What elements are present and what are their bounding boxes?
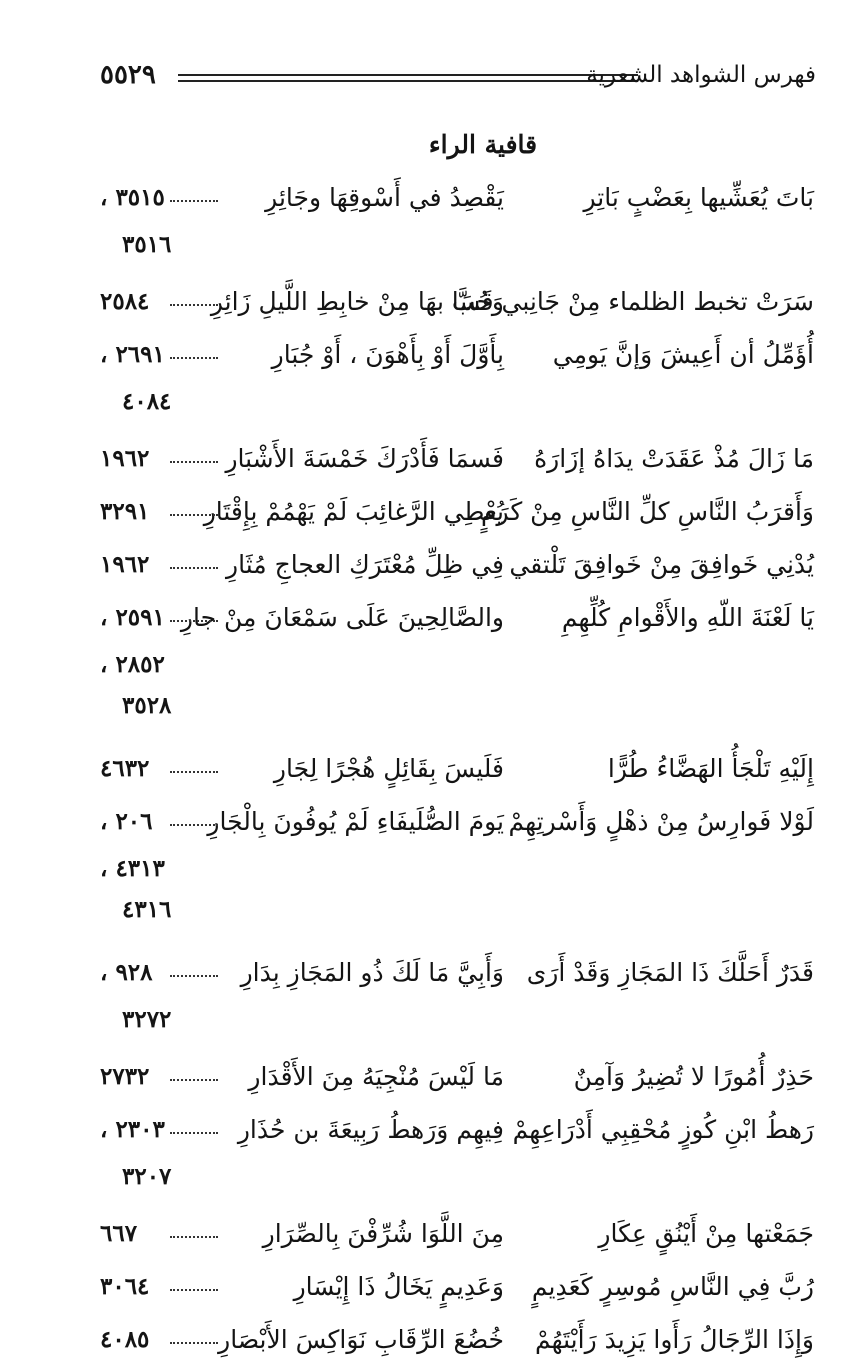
verse-line xyxy=(100,802,814,842)
reference-number: ٢٠٦ ، xyxy=(100,808,153,835)
verse-line xyxy=(100,1057,814,1097)
second-hemistich: وَعَدِيمٍ يَخَالُ ذَا إِيْسَارِ xyxy=(293,1272,504,1301)
verse-line xyxy=(100,439,814,479)
leader-dots xyxy=(170,771,218,773)
leader-dots xyxy=(170,357,218,359)
first-hemistich: رَهطُ ابْنِ كُوزٍ مُحْقِبِي أَدْرَاعِهِمْ xyxy=(512,1115,814,1144)
verse-line xyxy=(100,335,814,375)
reference-number: ١٩٦٢ xyxy=(100,445,150,472)
second-hemistich: خُضُعَ الرِّقَابِ نَوَاكِسَ الأَبْصَارِ xyxy=(218,1325,504,1354)
reference-number: ٦٦٧ xyxy=(100,1220,138,1247)
reference-number: ٣٠٦٤ xyxy=(100,1273,150,1300)
first-hemistich: يُدْنِي خَوافِقَ مِنْ خَوافِقَ تَلْتقي xyxy=(509,550,814,579)
reference-continuation: ٤٣١٦ xyxy=(122,896,172,923)
running-title: فهرس الشواهد الشعرية xyxy=(586,62,816,88)
reference-number: ٣٥١٥ ، xyxy=(100,184,165,211)
leader-dots xyxy=(170,514,218,516)
second-hemistich: فَلَيسَ بِقَائِلٍ هُجْرًا لِجَارِ xyxy=(273,754,504,783)
first-hemistich: بَاتَ يُعَشِّيها بِعَضْبٍ بَاتِرِ xyxy=(583,183,814,212)
verse-line xyxy=(100,178,814,218)
second-hemistich: مِنَ اللَّوَا شُرِّفْنَ بِالصِّرَارِ xyxy=(262,1219,504,1248)
reference-continuation: ٣٥٢٨ xyxy=(122,692,172,719)
leader-dots xyxy=(170,1342,218,1344)
first-hemistich: أُؤَمِّلُ أن أَعِيشَ وَإنَّ يَومِي xyxy=(552,340,814,369)
reference-number: ٢٥٩١ ، xyxy=(100,604,165,631)
second-hemistich: مَا لَيْسَ مُنْجِيَهُ مِنَ الأَقْدَارِ xyxy=(248,1062,504,1091)
verse-line xyxy=(100,749,814,789)
section-title: قافية الراء xyxy=(428,130,538,159)
verse-line xyxy=(100,598,814,638)
reference-number: ٢٣٠٣ ، xyxy=(100,1116,165,1143)
leader-dots xyxy=(170,461,218,463)
reference-number: ٢٥٨٤ xyxy=(100,288,150,315)
first-hemistich: وَأَقرَبُ النَّاسِ كلِّ النَّاسِ مِنْ كَرَمٍ xyxy=(481,497,814,526)
leader-dots xyxy=(170,1236,218,1238)
reference-continuation: ٤٣١٣ ، xyxy=(100,855,165,882)
leader-dots xyxy=(170,1289,218,1291)
reference-continuation: ٣٢٠٧ xyxy=(122,1163,172,1190)
verse-line xyxy=(100,1214,814,1254)
first-hemistich: جَمَعْتها مِنْ أَيْنُقٍ عِكَارِ xyxy=(598,1219,814,1248)
leader-dots xyxy=(170,620,218,622)
first-hemistich: حَذِرٌ أُمُورًا لا تُضِيرُ وَآمِنٌ xyxy=(573,1062,814,1091)
page-number: ٥٥٢٩ xyxy=(100,60,156,90)
second-hemistich: والصَّالِحِينَ عَلَى سَمْعَانَ مِنْ جارِ xyxy=(180,603,504,632)
second-hemistich: فِي ظِلِّ مُعْتَرَكِ العجاجِ مُثَارِ xyxy=(226,550,504,579)
reference-continuation: ٣٥١٦ xyxy=(122,231,172,258)
second-hemistich: بِأَوَّلَ أَوْ بِأَهْوَنَ ، أَوْ جُبَارِ xyxy=(271,340,504,369)
verse-line xyxy=(100,1320,814,1360)
leader-dots xyxy=(170,1132,218,1134)
leader-dots xyxy=(170,975,218,977)
reference-number: ٢٦٩١ ، xyxy=(100,341,165,368)
second-hemistich: وَأَبِيَّ مَا لَكَ ذُو المَجَازِ بِدَارِ xyxy=(240,958,504,987)
second-hemistich: فِيهِم وَرَهطُ رَبِيعَةَ بن حُذَارِ xyxy=(237,1115,504,1144)
verse-line xyxy=(100,953,814,993)
second-hemistich: يُعْطِي الرَّغائِبَ لَمْ يَهْمُمْ بِإِقْتَارِ xyxy=(203,497,504,526)
reference-number: ١٩٦٢ xyxy=(100,551,150,578)
first-hemistich: مَا زَالَ مُذْ عَقَدَتْ يدَاهُ إزَارَهُ xyxy=(534,444,814,473)
leader-dots xyxy=(170,304,218,306)
leader-dots xyxy=(170,567,218,569)
verse-line xyxy=(100,282,814,322)
reference-continuation: ٤٠٨٤ xyxy=(122,388,172,415)
first-hemistich: سَرَتْ تخبط الظلماء مِنْ جَانِبي قَسَا xyxy=(451,287,814,316)
second-hemistich: فَسمَا فَأَدْرَكَ خَمْسَةَ الأَشْبَارِ xyxy=(225,444,504,473)
reference-number: ٩٢٨ ، xyxy=(100,959,153,986)
first-hemistich: إِلَيْهِ تَلْجَأُ الهَضَّاءُ طُرًّا xyxy=(607,754,814,783)
first-hemistich: لَوْلا فَوارِسُ مِنْ ذهْلٍ وَأَسْرتِهِمْ xyxy=(508,807,814,836)
first-hemistich: يَا لَعْنَةَ اللّهِ والأَقْوامِ كُلِّهِمِ xyxy=(561,603,814,632)
reference-number: ٤٠٨٥ xyxy=(100,1326,150,1353)
first-hemistich: قَدَرٌ أَحَلَّكَ ذَا المَجَازِ وَقَدْ أَرَى xyxy=(526,958,814,987)
leader-dots xyxy=(170,1079,218,1081)
first-hemistich: رُبَّ فِي النَّاسِ مُوسِرٍ كَعَدِيمٍ xyxy=(531,1272,814,1301)
second-hemistich: وَحُبَّ بهَا مِنْ خابِطِ اللَّيلِ زَائِرِ xyxy=(210,287,504,316)
header-double-rule xyxy=(178,74,638,82)
second-hemistich: يَومَ الصُّلَيفَاءِ لَمْ يُوفُونَ بِالْجَارِ xyxy=(207,807,504,836)
reference-number: ٢٧٣٢ xyxy=(100,1063,150,1090)
verse-line xyxy=(100,492,814,532)
reference-continuation: ٢٨٥٢ ، xyxy=(100,651,165,678)
leader-dots xyxy=(170,200,218,202)
verse-line xyxy=(100,545,814,585)
page-header xyxy=(100,58,816,98)
reference-number: ٣٢٩١ xyxy=(100,498,150,525)
verse-line xyxy=(100,1267,814,1307)
leader-dots xyxy=(170,824,218,826)
reference-continuation: ٣٢٧٢ xyxy=(122,1006,172,1033)
second-hemistich: يَقْصِدُ في أَسْوقِهَا وجَائِرِ xyxy=(265,183,504,212)
first-hemistich: وَإِذَا الرِّجَالُ رَأَوا يَزِيدَ رَأَيْتَهُمْ xyxy=(534,1325,814,1354)
verse-line xyxy=(100,1110,814,1150)
reference-number: ٤٦٣٢ xyxy=(100,755,150,782)
